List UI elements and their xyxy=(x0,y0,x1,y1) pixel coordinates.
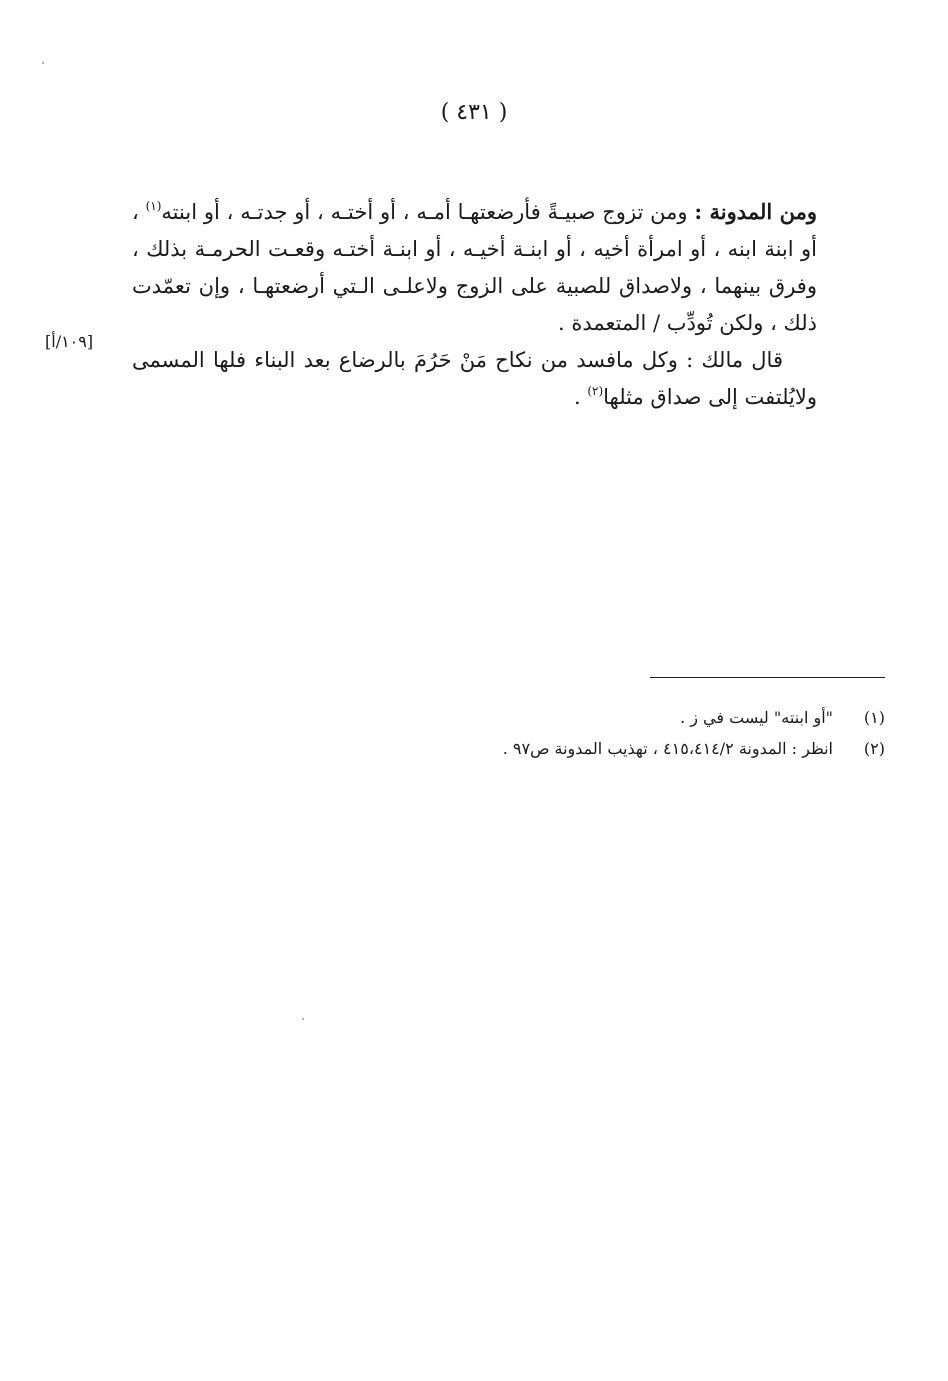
footnote-divider xyxy=(650,677,885,678)
footnote-item xyxy=(300,702,885,733)
footnote-ref-1: (١) xyxy=(145,199,162,213)
footnote-text: انظر : المدونة ٤١٥،٤١٤/٢ ، تهذيب المدونة ص٩٧ . xyxy=(502,739,833,758)
scan-speck xyxy=(302,1018,304,1020)
paragraph-1 xyxy=(132,193,817,342)
scan-speck xyxy=(42,62,44,64)
footnote-text: "أو ابنته" ليست في ز . xyxy=(680,708,833,727)
footnote-item xyxy=(300,733,885,764)
footnotes xyxy=(300,702,885,764)
paragraph-2 xyxy=(132,342,817,416)
paragraph-2-rest: . xyxy=(573,385,588,409)
paragraph-2-text: قال مالك : وكل مافسد من نكاح مَنْ حَرُمَ بالرضاع بعد البناء فلها المسمى ولايُلتفت إلى صداق مثلها xyxy=(132,348,817,409)
paragraph-1-rest: ، أو ابنة ابنه ، أو امرأة أخيه ، أو ابنـة أخيـه ، أو ابنـة أختـه وقعـت الحرمـة بذلك ، وفرق بينهما ، ولاصداق للصبية على الزوج ولاعلـى الـتي أرضعتهـا ، وإن تعمّدت ذلك ، ولكن تُودِّب / المتعمدة . xyxy=(132,200,817,335)
main-text xyxy=(132,193,817,416)
paragraph-1-text: ومن تزوج صبيـةً فأرضعتهـا أمـه ، أو أختـه ، أو جدتـه ، أو ابنته xyxy=(161,200,695,224)
footnote-number: (٢) xyxy=(863,739,885,758)
page-number: ( ٤٣١ ) xyxy=(440,100,508,125)
paragraph-1-lead: ومن المدونة : xyxy=(694,199,818,224)
manuscript-folio-reference: [١٠٩/أ] xyxy=(45,332,94,351)
footnote-ref-2: (٢) xyxy=(587,384,604,398)
footnote-number: (١) xyxy=(863,708,885,727)
